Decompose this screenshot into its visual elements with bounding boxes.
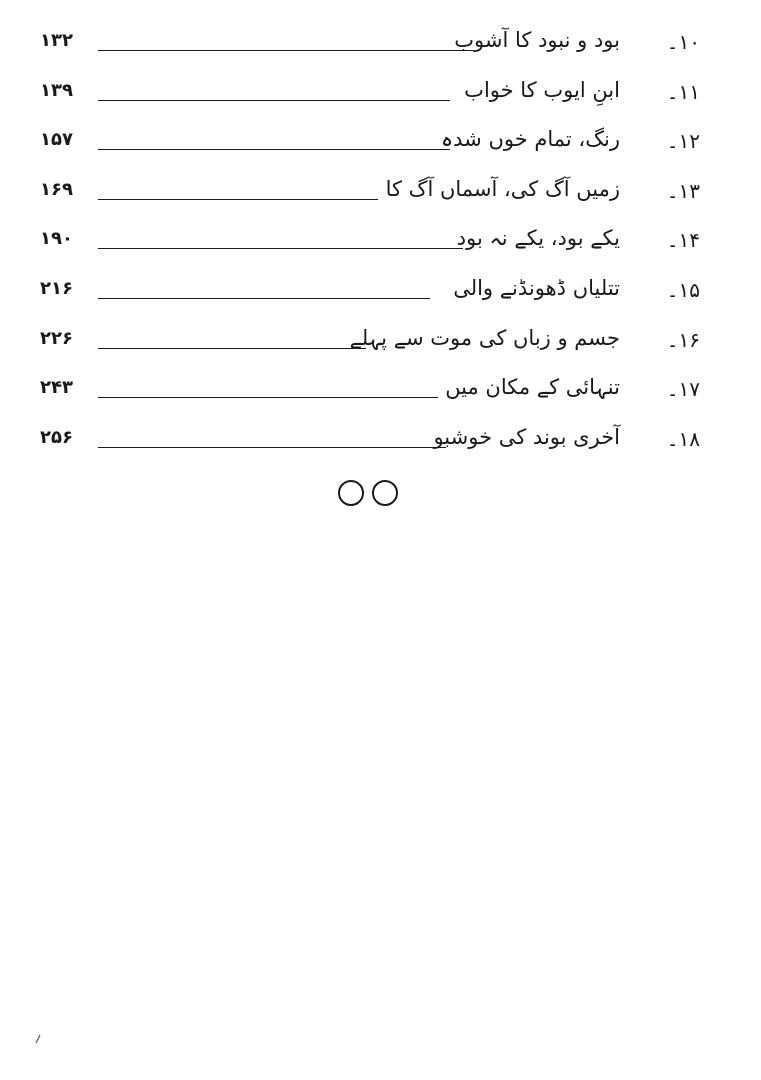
toc-entry-title: تنہائی کے مکان میں [445, 375, 620, 400]
table-of-contents [40, 26, 700, 472]
toc-entry-number: ۱۳۔ [666, 178, 700, 203]
toc-entry-page: ۲۲۶ [40, 327, 73, 349]
toc-entry-number: ۱۵۔ [666, 277, 700, 302]
toc-entry-title: تتلیاں ڈھونڈنے والی [453, 275, 620, 300]
toc-entry-page: ۲۵۶ [40, 426, 73, 448]
toc-entry-title: جسم و زباں کی موت سے پہلے [349, 325, 620, 350]
toc-entry-page: ۱۳۲ [40, 30, 73, 51]
toc-entry [40, 76, 700, 126]
toc-entry-number: ۱۴۔ [666, 228, 700, 253]
toc-entry-number: ۱۶۔ [666, 327, 700, 352]
toc-leader-line [98, 298, 430, 299]
toc-entry-title: بود و نبود کا آشوب [454, 28, 620, 52]
stray-ink-mark-icon [34, 1034, 42, 1044]
toc-entry-page: ۱۵۷ [40, 129, 73, 151]
toc-entry-page: ۲۴۳ [40, 377, 73, 399]
toc-entry [40, 373, 700, 423]
toc-entry-number: ۱۱۔ [666, 79, 700, 104]
toc-entry-title: آخری بوند کی خوشبو [433, 424, 620, 449]
double-circle-end-mark-icon [335, 479, 401, 507]
toc-entry-page: ۱۶۹ [40, 178, 73, 200]
toc-entry [40, 224, 700, 274]
toc-entry-page: ۱۹۰ [40, 228, 73, 250]
toc-entry [40, 26, 700, 76]
toc-entry-title: رنگ، تمام خوں شدہ [440, 127, 620, 152]
toc-leader-line [98, 149, 450, 150]
toc-entry-page: ۲۱۶ [40, 277, 73, 299]
toc-entry [40, 423, 700, 473]
toc-leader-line [98, 248, 463, 249]
toc-leader-line [98, 397, 438, 398]
toc-entry-page: ۱۳۹ [40, 79, 73, 101]
toc-entry [40, 274, 700, 324]
toc-leader-line [98, 199, 378, 200]
toc-entry-number: ۱۸۔ [666, 426, 700, 451]
toc-entry-title: ابنِ ایوب کا خواب [464, 77, 620, 102]
toc-leader-line [98, 348, 366, 349]
toc-entry-title: یکے بود، یکے نہ بود [456, 226, 620, 251]
toc-entry [40, 125, 700, 175]
toc-entry-number: ۱۲۔ [666, 129, 700, 154]
toc-entry-number: ۱۷۔ [666, 377, 700, 402]
toc-leader-line [98, 50, 473, 51]
toc-leader-line [98, 447, 446, 448]
toc-entry-number: ۱۰۔ [666, 30, 700, 54]
toc-leader-line [98, 100, 450, 101]
toc-entry [40, 324, 700, 374]
toc-entry-title: زمیں آگ کی، آسماں آگ کا [385, 176, 620, 201]
toc-entry [40, 175, 700, 225]
